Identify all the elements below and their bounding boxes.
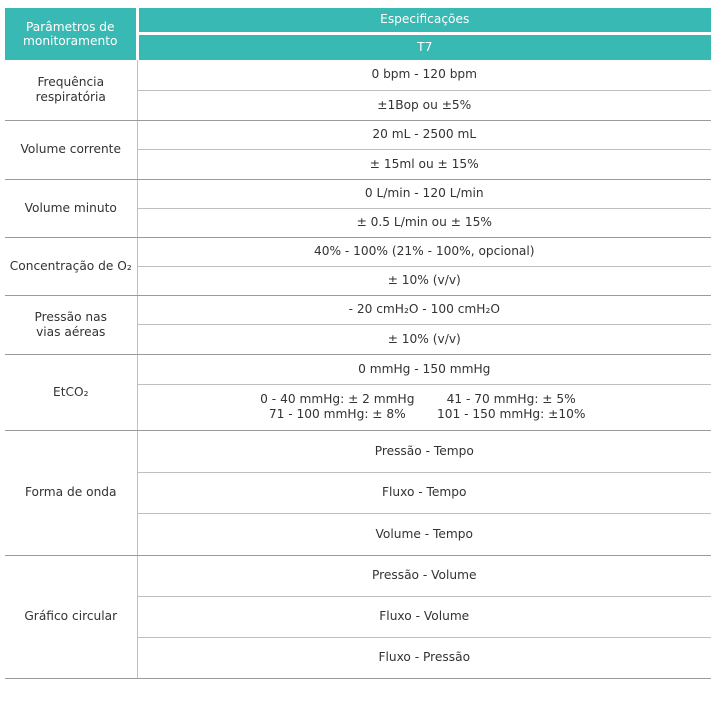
circular-item: Fluxo - Volume bbox=[137, 596, 711, 637]
vol-minuto-range: 0 L/min - 120 L/min bbox=[137, 179, 711, 208]
circular-item: Pressão - Volume bbox=[137, 555, 711, 596]
vol-corrente-accuracy: ± 15ml ou ± 15% bbox=[137, 149, 711, 179]
row-label-freq: Frequência respiratória bbox=[5, 60, 137, 120]
etco2-acc-3: 71 - 100 mmHg: ± 8% bbox=[268, 407, 406, 421]
row-label-circular: Gráfico circular bbox=[5, 555, 137, 678]
circular-item: Fluxo - Pressão bbox=[137, 637, 711, 678]
etco2-acc-1: 0 - 40 mmHg: ± 2 mmHg bbox=[260, 392, 415, 406]
row-label-onda: Forma de onda bbox=[5, 430, 137, 555]
etco2-range: 0 mmHg - 150 mmHg bbox=[137, 354, 711, 384]
vol-corrente-range: 20 mL - 2500 mL bbox=[137, 120, 711, 149]
onda-item: Pressão - Tempo bbox=[137, 430, 711, 472]
etco2-acc-2: 41 - 70 mmHg: ± 5% bbox=[446, 392, 576, 406]
spec-header: Especificações bbox=[137, 8, 711, 33]
onda-item: Volume - Tempo bbox=[137, 513, 711, 555]
etco2-accuracy bbox=[137, 384, 711, 430]
row-label-etco2: EtCO₂ bbox=[5, 354, 137, 430]
freq-accuracy: ±1Bop ou ±5% bbox=[137, 90, 711, 120]
pressao-accuracy: ± 10% (v/v) bbox=[137, 324, 711, 354]
model-header: T7 bbox=[137, 33, 711, 60]
row-label-o2: Concentração de O₂ bbox=[5, 237, 137, 295]
onda-item: Fluxo - Tempo bbox=[137, 472, 711, 513]
o2-accuracy: ± 10% (v/v) bbox=[137, 266, 711, 295]
vol-minuto-accuracy: ± 0.5 L/min ou ± 15% bbox=[137, 208, 711, 237]
param-header: Parâmetros de monitoramento bbox=[5, 8, 137, 60]
etco2-accuracy-grid bbox=[252, 392, 596, 422]
specifications-table bbox=[5, 8, 711, 679]
etco2-acc-4: 101 - 150 mmHg: ±10% bbox=[436, 407, 586, 421]
o2-range: 40% - 100% (21% - 100%, opcional) bbox=[137, 237, 711, 266]
row-label-vol-minuto: Volume minuto bbox=[5, 179, 137, 237]
row-label-pressao: Pressão nas vias aéreas bbox=[5, 295, 137, 354]
freq-range: 0 bpm - 120 bpm bbox=[137, 60, 711, 90]
row-label-vol-corrente: Volume corrente bbox=[5, 120, 137, 179]
pressao-range: - 20 cmH₂O - 100 cmH₂O bbox=[137, 295, 711, 324]
